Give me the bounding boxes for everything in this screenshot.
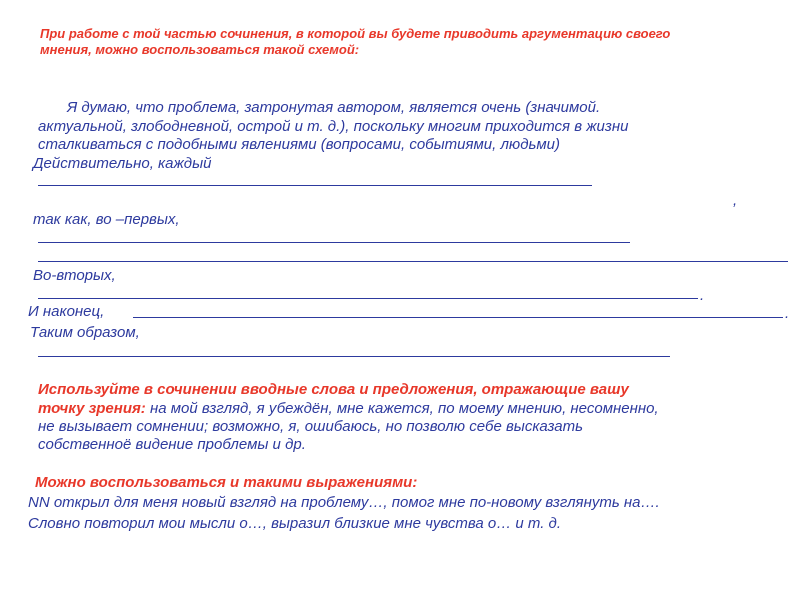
scheme-line-4: Действительно, каждый — [33, 155, 212, 172]
tip1-examples: на мой взгляд, я убеждён, мне кажется, по моему мнению, несомненно, — [145, 400, 659, 417]
blank-line-6 — [38, 356, 670, 357]
period-mark-2: . — [785, 305, 790, 322]
blank-line-3 — [38, 261, 788, 262]
scheme-line-7: И наконец, — [28, 303, 105, 320]
tip2-line-2: Словно повторил мои мысли о…, выразил близкие мне чувства о… и т. д. — [28, 515, 562, 532]
tip2-heading: Можно воспользоваться и такими выражениями: — [35, 474, 418, 491]
scheme-line-2: актуальной, злободневной, острой и т. д.), поскольку многим приходится в жизни — [38, 118, 629, 135]
blank-line-1 — [38, 185, 592, 186]
blank-line-5 — [133, 317, 783, 318]
intro-line-1: При работе с той частью сочинения, в которой вы будете приводить аргументацию своего — [40, 26, 671, 41]
intro-line-2: мнения, можно воспользоваться такой схемой: — [40, 42, 360, 57]
scheme-line-5: так как, во –первых, — [33, 211, 180, 228]
period-mark-1: . — [700, 287, 705, 304]
scheme-line-3: сталкиваться с подобными явлениями (вопросами, событиями, людьми) — [38, 136, 561, 153]
blank-line-4 — [38, 298, 698, 299]
tip2-line-1: NN открыл для меня новый взгляд на проблему…, помог мне по-новому взглянуть на…. — [28, 494, 660, 511]
tip1-line-2 — [38, 399, 659, 418]
tip1-line-1: Используйте в сочинении вводные слова и предложения, отражающие вашу — [38, 381, 629, 398]
tip1-line-3: не вызывает сомнении; возможно, я, ошибаюсь, но позволю себе высказать — [38, 418, 583, 435]
comma-mark: , — [733, 192, 738, 209]
scheme-line-6: Во-вторых, — [33, 267, 116, 284]
tip1-label: точку зрения: — [38, 400, 146, 417]
tip1-line-4: собственноё видение проблемы и др. — [38, 436, 306, 453]
blank-line-2 — [38, 242, 630, 243]
scheme-line-1: Я думаю, что проблема, затронутая автором, является очень (значимой. — [67, 99, 601, 116]
scheme-line-8: Таким образом, — [30, 324, 140, 341]
